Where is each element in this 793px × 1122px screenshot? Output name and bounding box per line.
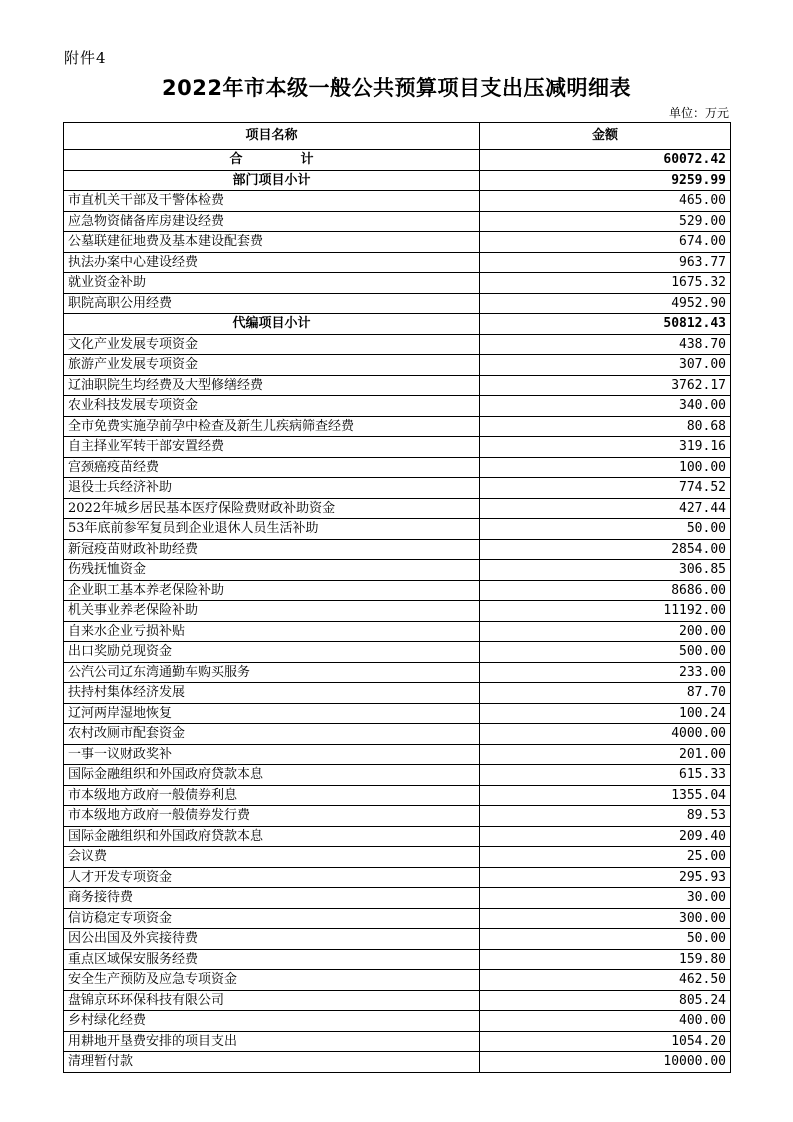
table-row xyxy=(64,601,731,622)
amount-cell: 774.52 xyxy=(480,478,731,499)
project-name-cell: 旅游产业发展专项资金 xyxy=(64,355,480,376)
budget-table xyxy=(63,122,731,1073)
project-name-cell: 国际金融组织和外国政府贷款本息 xyxy=(64,826,480,847)
table-row xyxy=(64,273,731,294)
amount-cell: 674.00 xyxy=(480,232,731,253)
amount-cell: 1355.04 xyxy=(480,785,731,806)
amount-cell: 319.16 xyxy=(480,437,731,458)
project-name-cell: 全市免费实施孕前孕中检查及新生儿疾病筛查经费 xyxy=(64,416,480,437)
amount-cell: 30.00 xyxy=(480,888,731,909)
project-name-cell: 市本级地方政府一般债券发行费 xyxy=(64,806,480,827)
subtotal-label: 部门项目小计 xyxy=(64,170,480,191)
project-name-cell: 宫颈癌疫苗经费 xyxy=(64,457,480,478)
project-name-cell: 2022年城乡居民基本医疗保险费财政补助资金 xyxy=(64,498,480,519)
table-row xyxy=(64,765,731,786)
amount-cell: 307.00 xyxy=(480,355,731,376)
table-row xyxy=(64,498,731,519)
project-name-cell: 应急物资储备库房建设经费 xyxy=(64,211,480,232)
project-name-cell: 会议费 xyxy=(64,847,480,868)
amount-cell: 427.44 xyxy=(480,498,731,519)
amount-cell: 50.00 xyxy=(480,929,731,950)
project-name-cell: 市直机关干部及干警体检费 xyxy=(64,191,480,212)
project-name-cell: 公墓联建征地费及基本建设配套费 xyxy=(64,232,480,253)
amount-cell: 100.00 xyxy=(480,457,731,478)
table-row xyxy=(64,949,731,970)
amount-cell: 1675.32 xyxy=(480,273,731,294)
table-row xyxy=(64,252,731,273)
amount-cell: 438.70 xyxy=(480,334,731,355)
table-row xyxy=(64,929,731,950)
amount-cell: 159.80 xyxy=(480,949,731,970)
project-name-cell: 执法办案中心建设经费 xyxy=(64,252,480,273)
table-row xyxy=(64,416,731,437)
amount-cell: 200.00 xyxy=(480,621,731,642)
table-row xyxy=(64,293,731,314)
amount-cell: 306.85 xyxy=(480,560,731,581)
project-name-cell: 企业职工基本养老保险补助 xyxy=(64,580,480,601)
table-row xyxy=(64,211,731,232)
amount-cell: 805.24 xyxy=(480,990,731,1011)
table-row xyxy=(64,1031,731,1052)
project-name-cell: 就业资金补助 xyxy=(64,273,480,294)
project-name-cell: 自来水企业亏损补贴 xyxy=(64,621,480,642)
project-name-cell: 农业科技发展专项资金 xyxy=(64,396,480,417)
document-title: 2022年市本级一般公共预算项目支出压减明细表 xyxy=(162,76,631,100)
amount-cell: 8686.00 xyxy=(480,580,731,601)
table-row xyxy=(64,457,731,478)
subtotal-amount: 50812.43 xyxy=(480,314,731,335)
table-header-row xyxy=(64,123,731,150)
amount-cell: 340.00 xyxy=(480,396,731,417)
table-body xyxy=(64,150,731,1073)
table-row xyxy=(64,724,731,745)
amount-cell: 4952.90 xyxy=(480,293,731,314)
project-name-cell: 新冠疫苗财政补助经费 xyxy=(64,539,480,560)
amount-cell: 2854.00 xyxy=(480,539,731,560)
amount-cell: 89.53 xyxy=(480,806,731,827)
project-name-cell: 扶持村集体经济发展 xyxy=(64,683,480,704)
amount-cell: 300.00 xyxy=(480,908,731,929)
subtotal-label: 代编项目小计 xyxy=(64,314,480,335)
project-name-cell: 农村改厕市配套资金 xyxy=(64,724,480,745)
project-name-cell: 因公出国及外宾接待费 xyxy=(64,929,480,950)
table-row xyxy=(64,621,731,642)
amount-cell: 529.00 xyxy=(480,211,731,232)
table-row xyxy=(64,785,731,806)
amount-cell: 615.33 xyxy=(480,765,731,786)
table-row xyxy=(64,334,731,355)
amount-cell: 295.93 xyxy=(480,867,731,888)
amount-cell: 500.00 xyxy=(480,642,731,663)
amount-cell: 1054.20 xyxy=(480,1031,731,1052)
subtotal-row xyxy=(64,170,731,191)
attachment-label: 附件4 xyxy=(64,49,107,67)
table-row xyxy=(64,232,731,253)
amount-cell: 50.00 xyxy=(480,519,731,540)
project-name-cell: 退役士兵经济补助 xyxy=(64,478,480,499)
header-project-name: 项目名称 xyxy=(64,123,480,150)
total-amount: 60072.42 xyxy=(480,150,731,171)
table-row xyxy=(64,990,731,1011)
table-row xyxy=(64,744,731,765)
total-label: 合计 xyxy=(64,150,480,171)
project-name-cell: 伤残抚恤资金 xyxy=(64,560,480,581)
header-amount: 金额 xyxy=(480,123,731,150)
table-row xyxy=(64,1052,731,1073)
project-name-cell: 辽河两岸湿地恢复 xyxy=(64,703,480,724)
amount-cell: 25.00 xyxy=(480,847,731,868)
table-row xyxy=(64,970,731,991)
amount-cell: 400.00 xyxy=(480,1011,731,1032)
table-row xyxy=(64,478,731,499)
table-row xyxy=(64,683,731,704)
table-row xyxy=(64,908,731,929)
subtotal-amount: 9259.99 xyxy=(480,170,731,191)
project-name-cell: 安全生产预防及应急专项资金 xyxy=(64,970,480,991)
table-row xyxy=(64,560,731,581)
project-name-cell: 重点区域保安服务经费 xyxy=(64,949,480,970)
amount-cell: 80.68 xyxy=(480,416,731,437)
table-row xyxy=(64,375,731,396)
table-row xyxy=(64,1011,731,1032)
table-row xyxy=(64,355,731,376)
table-row xyxy=(64,437,731,458)
project-name-cell: 人才开发专项资金 xyxy=(64,867,480,888)
project-name-cell: 出口奖励兑现资金 xyxy=(64,642,480,663)
project-name-cell: 53年底前参军复员到企业退休人员生活补助 xyxy=(64,519,480,540)
project-name-cell: 商务接待费 xyxy=(64,888,480,909)
amount-cell: 4000.00 xyxy=(480,724,731,745)
amount-cell: 100.24 xyxy=(480,703,731,724)
subtotal-row xyxy=(64,314,731,335)
table-row xyxy=(64,580,731,601)
amount-cell: 233.00 xyxy=(480,662,731,683)
amount-cell: 3762.17 xyxy=(480,375,731,396)
table-row xyxy=(64,519,731,540)
project-name-cell: 市本级地方政府一般债券利息 xyxy=(64,785,480,806)
table-row xyxy=(64,847,731,868)
project-name-cell: 乡村绿化经费 xyxy=(64,1011,480,1032)
amount-cell: 201.00 xyxy=(480,744,731,765)
project-name-cell: 信访稳定专项资金 xyxy=(64,908,480,929)
project-name-cell: 清理暂付款 xyxy=(64,1052,480,1073)
amount-cell: 462.50 xyxy=(480,970,731,991)
total-row xyxy=(64,150,731,171)
amount-cell: 209.40 xyxy=(480,826,731,847)
amount-cell: 465.00 xyxy=(480,191,731,212)
project-name-cell: 国际金融组织和外国政府贷款本息 xyxy=(64,765,480,786)
table-row xyxy=(64,539,731,560)
table-row xyxy=(64,396,731,417)
unit-label: 单位：万元 xyxy=(668,106,729,120)
table-row xyxy=(64,191,731,212)
amount-cell: 10000.00 xyxy=(480,1052,731,1073)
project-name-cell: 辽油职院生均经费及大型修缮经费 xyxy=(64,375,480,396)
table-row xyxy=(64,806,731,827)
project-name-cell: 职院高职公用经费 xyxy=(64,293,480,314)
table-row xyxy=(64,826,731,847)
table-row xyxy=(64,888,731,909)
amount-cell: 963.77 xyxy=(480,252,731,273)
project-name-cell: 自主择业军转干部安置经费 xyxy=(64,437,480,458)
project-name-cell: 用耕地开垦费安排的项目支出 xyxy=(64,1031,480,1052)
project-name-cell: 机关事业养老保险补助 xyxy=(64,601,480,622)
project-name-cell: 文化产业发展专项资金 xyxy=(64,334,480,355)
project-name-cell: 盘锦京环环保科技有限公司 xyxy=(64,990,480,1011)
table-row xyxy=(64,867,731,888)
amount-cell: 11192.00 xyxy=(480,601,731,622)
table-row xyxy=(64,703,731,724)
project-name-cell: 公汽公司辽东湾通勤车购买服务 xyxy=(64,662,480,683)
project-name-cell: 一事一议财政奖补 xyxy=(64,744,480,765)
table-row xyxy=(64,662,731,683)
amount-cell: 87.70 xyxy=(480,683,731,704)
table-row xyxy=(64,642,731,663)
